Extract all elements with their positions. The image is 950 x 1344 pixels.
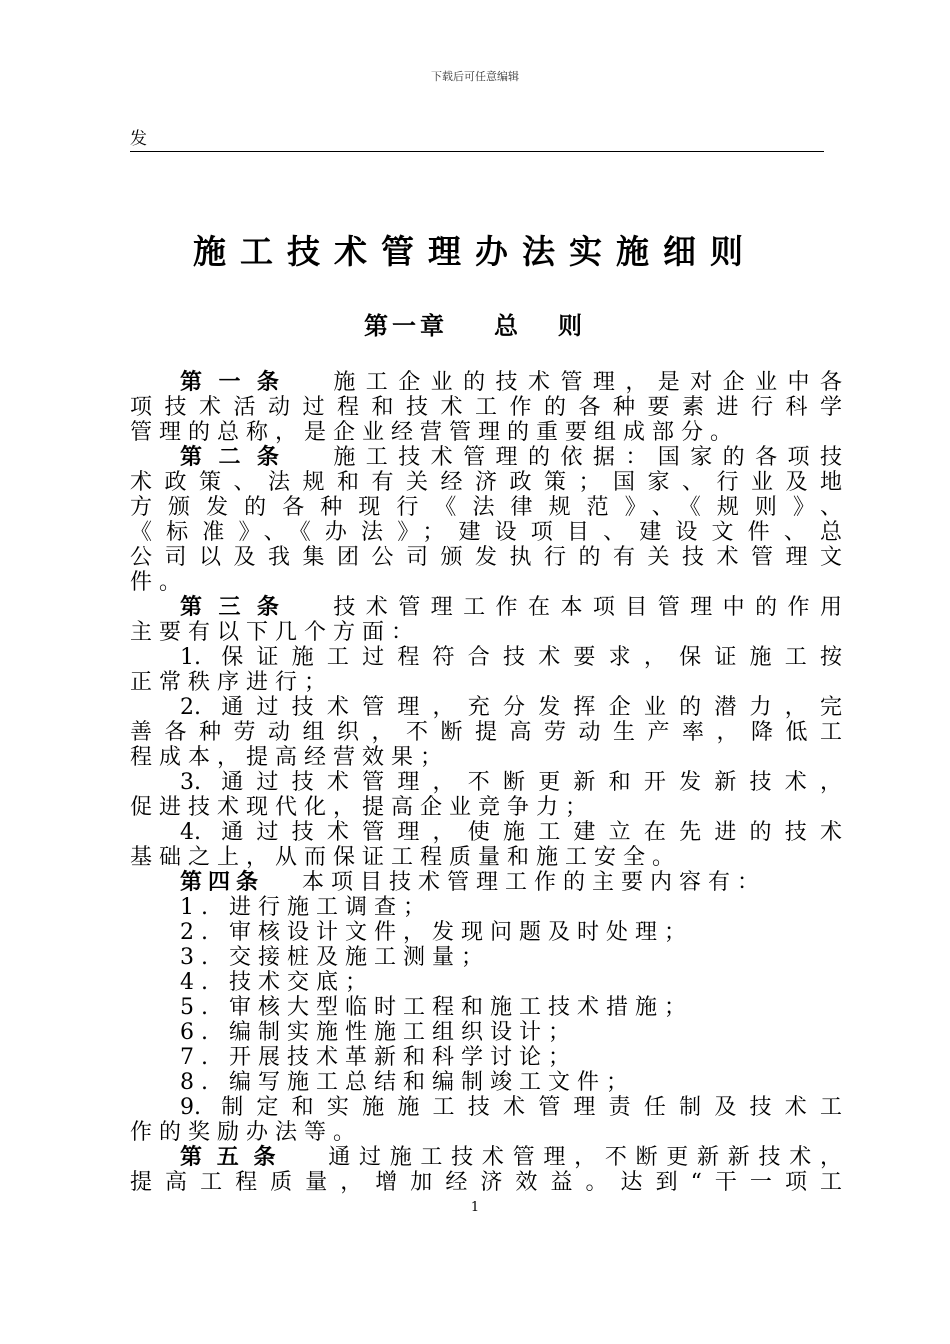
text-line	[130, 370, 842, 395]
text-line: 项技术活动过程和技术工作的各种要素进行科学	[130, 395, 842, 420]
list-item: 8. 编写施工总结和编制竣工文件；	[180, 1070, 635, 1095]
text-line: 2. 通过技术管理，充分发挥企业的潜力，完	[180, 695, 842, 720]
article-label: 第二条	[180, 444, 296, 470]
text-line	[130, 445, 842, 470]
text-line	[130, 870, 842, 895]
list-item: 9. 制定和实施施工技术管理责任制及技术工	[180, 1095, 842, 1120]
line-text: 施工技术管理的依据：国家的各项技	[333, 445, 842, 470]
line-text: 施工企业的技术管理，是对企业中各	[333, 370, 842, 395]
text-line	[130, 595, 842, 620]
document-title: 施工技术管理办法实施细则	[193, 232, 757, 271]
text-line: 1. 保证施工过程符合技术要求，保证施工按	[180, 645, 842, 670]
text-line: 术政策、法规和有关经济政策；国家、行业及地	[130, 470, 842, 495]
text-line: 作的奖励办法等。	[130, 1120, 363, 1145]
text-line: 善各种劳动组织，不断提高劳动生产率，降低工	[130, 720, 842, 745]
text-line: 《标准》、《办法》；建设项目、建设文件、总	[130, 520, 842, 545]
list-item: 4. 技术交底；	[180, 970, 374, 995]
text-line: 管理的总称，是企业经营管理的重要组成部分。	[130, 420, 740, 445]
text-line: 基础之上，从而保证工程质量和施工安全。	[130, 845, 682, 870]
list-item: 5. 审核大型临时工程和施工技术措施；	[180, 995, 693, 1020]
document-body	[130, 370, 842, 1195]
header-text: 发	[130, 129, 147, 149]
line-text: 本项目技术管理工作的主要内容有：	[302, 870, 767, 895]
article-label: 第五条	[180, 1144, 291, 1170]
article-label: 第三条	[180, 594, 296, 620]
text-line: 促进技术现代化，提高企业竞争力；	[130, 795, 595, 820]
text-line: 4. 通过技术管理，使施工建立在先进的技术	[180, 820, 842, 845]
text-line: 正常秩序进行；	[130, 670, 334, 695]
article-label: 第一条	[180, 369, 296, 395]
header-divider	[130, 151, 824, 152]
chapter-name-part2: 则	[558, 311, 586, 340]
list-item: 1. 进行施工调查；	[180, 895, 432, 920]
article-label: 第四条	[180, 869, 265, 895]
chapter-name-part1: 总	[494, 311, 522, 340]
download-note: 下载后可任意编辑	[431, 70, 519, 83]
chapter-number: 第一章	[364, 311, 448, 340]
text-line: 件。	[130, 570, 189, 595]
list-item: 6. 编制实施性施工组织设计；	[180, 1020, 577, 1045]
line-text: 技术管理工作在本项目管理中的作用	[333, 595, 842, 620]
chapter-heading	[0, 306, 950, 341]
list-item: 7. 开展技术革新和科学讨论；	[180, 1045, 577, 1070]
list-item: 2. 审核设计文件，发现问题及时处理；	[180, 920, 693, 945]
list-item: 3. 交接桩及施工测量；	[180, 945, 490, 970]
text-line: 提高工程质量，增加经济效益。达到“干一项工	[130, 1170, 842, 1195]
text-line: 3. 通过技术管理，不断更新和开发新技术，	[180, 770, 842, 795]
text-line	[130, 1145, 842, 1170]
text-line: 程成本，提高经营效果；	[130, 745, 450, 770]
text-line: 主要有以下几个方面：	[130, 620, 421, 645]
line-text: 通过施工技术管理，不断更新新技术，	[328, 1145, 842, 1170]
text-line: 方颁发的各种现行《法律规范》、《规则》、	[130, 495, 842, 520]
page-number: 1	[470, 1200, 480, 1215]
text-line: 公司以及我集团公司颁发执行的有关技术管理文	[130, 545, 842, 570]
